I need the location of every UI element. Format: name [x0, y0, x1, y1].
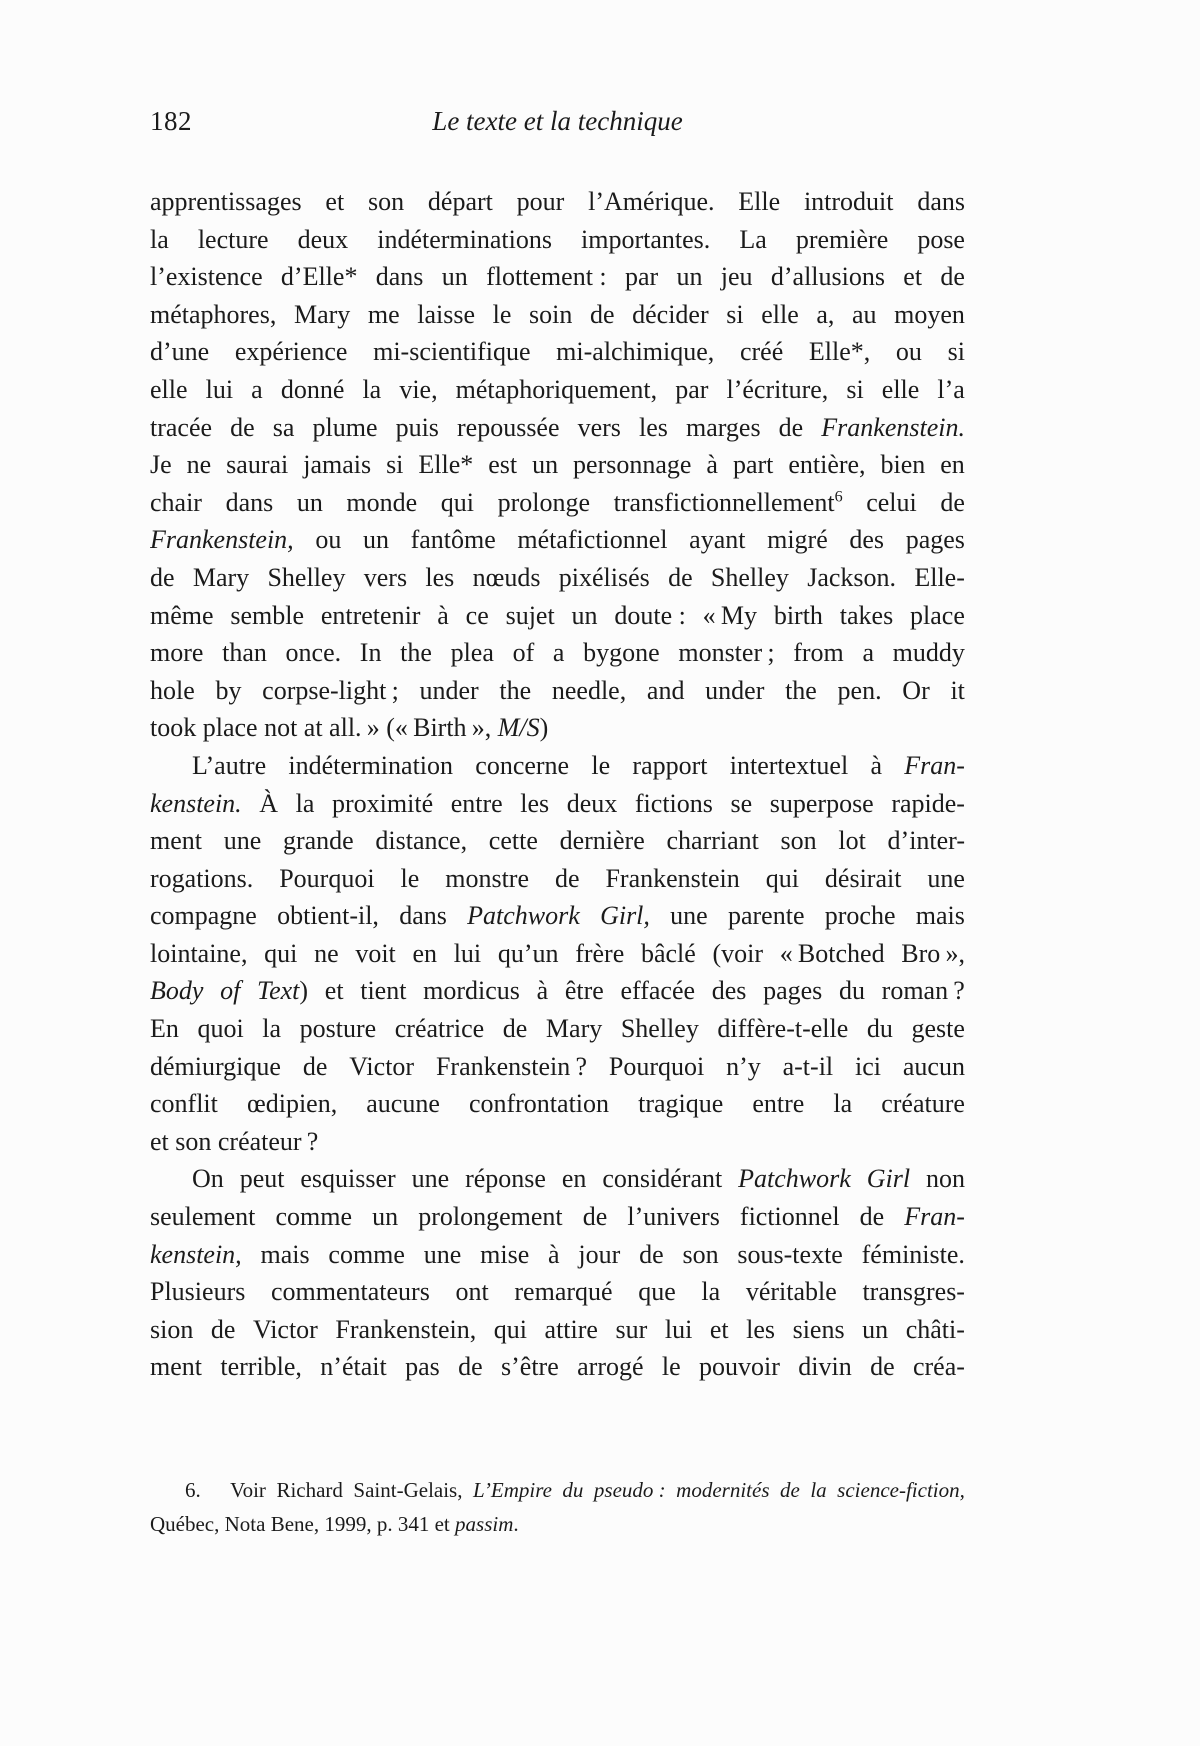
body-text: [150, 183, 965, 1386]
text-line: conflit œdipien, aucune confrontation tragique entre la créature: [150, 1089, 965, 1119]
text-line: Je ne saurai jamais si Elle* est un personnage à part entière, bien en: [150, 450, 965, 480]
footnote: [150, 1473, 965, 1541]
text-line: On peut esquisser une réponse en considérant Patchwork Girl non: [192, 1164, 965, 1194]
text-line: Body of Text) et tient mordicus à être effacée des pages du roman ?: [150, 976, 965, 1006]
text-line: kenstein, mais comme une mise à jour de son sous-texte féministe.: [150, 1239, 965, 1269]
text-line: de Mary Shelley vers les nœuds pixélisés de Shelley Jackson. Elle-: [150, 562, 965, 592]
text-line: d’une expérience mi-scientifique mi-alchimique, créé Elle*, ou si: [150, 337, 965, 367]
text-line: Plusieurs commentateurs ont remarqué que la véritable transgres-: [150, 1277, 965, 1307]
text-line: L’autre indétermination concerne le rapport intertextuel à Fran-: [192, 750, 965, 780]
text-line: ment terrible, n’était pas de s’être arrogé le pouvoir divin de créa-: [150, 1352, 965, 1382]
running-title: Le texte et la technique: [432, 106, 683, 136]
text-line: tracée de sa plume puis repoussée vers les marges de Frankenstein.: [150, 412, 965, 442]
text-line: En quoi la posture créatrice de Mary Shelley diffère-t-elle du geste: [150, 1014, 965, 1044]
text-line: l’existence d’Elle* dans un flottement : par un jeu d’allusions et de: [150, 262, 965, 292]
text-line: Québec, Nota Bene, 1999, p. 341 et passim.: [150, 1512, 519, 1536]
text-line: ment une grande distance, cette dernière charriant son lot d’inter-: [150, 826, 965, 856]
text-line: Frankenstein, ou un fantôme métafictionnel ayant migré des pages: [150, 525, 965, 555]
text-line: 6. Voir Richard Saint-Gelais, L’Empire du pseudo : modernités de la science-fiction,: [185, 1478, 965, 1502]
text-line: démiurgique de Victor Frankenstein ? Pourquoi n’y a-t-il ici aucun: [150, 1051, 965, 1081]
text-line: et son créateur ?: [150, 1126, 319, 1156]
text-line: la lecture deux indéterminations importantes. La première pose: [150, 224, 965, 254]
text-line: kenstein. À la proximité entre les deux fictions se superpose rapide-: [150, 788, 965, 818]
page-number: 182: [150, 106, 192, 136]
text-line: took place not at all. » (« Birth », M/S): [150, 713, 549, 743]
running-header: [150, 104, 965, 140]
text-line: métaphores, Mary me laisse le soin de décider si elle a, au moyen: [150, 299, 965, 329]
text-line: sion de Victor Frankenstein, qui attire sur lui et les siens un châti-: [150, 1314, 965, 1344]
text-line: même semble entretenir à ce sujet un doute : « My birth takes place: [150, 600, 965, 630]
text-line: hole by corpse-light ; under the needle, and under the pen. Or it: [150, 675, 965, 705]
text-line: rogations. Pourquoi le monstre de Frankenstein qui désirait une: [150, 863, 965, 893]
text-line: more than once. In the plea of a bygone monster ; from a muddy: [150, 638, 965, 668]
text-line: compagne obtient-il, dans Patchwork Girl, une parente proche mais: [150, 901, 965, 931]
text-line: seulement comme un prolongement de l’univers fictionnel de Fran-: [150, 1202, 965, 1232]
footnote-ref: 6: [834, 488, 843, 506]
text-line: chair dans un monde qui prolonge transfictionnellement$^6$ celui de: [150, 487, 965, 517]
text-line: apprentissages et son départ pour l’Amérique. Elle introduit dans: [150, 187, 965, 216]
text-line: elle lui a donné la vie, métaphoriquement, par l’écriture, si elle l’a: [150, 374, 965, 404]
text-line: lointaine, qui ne voit en lui qu’un frère bâclé (voir « Botched Bro »,: [150, 938, 965, 968]
